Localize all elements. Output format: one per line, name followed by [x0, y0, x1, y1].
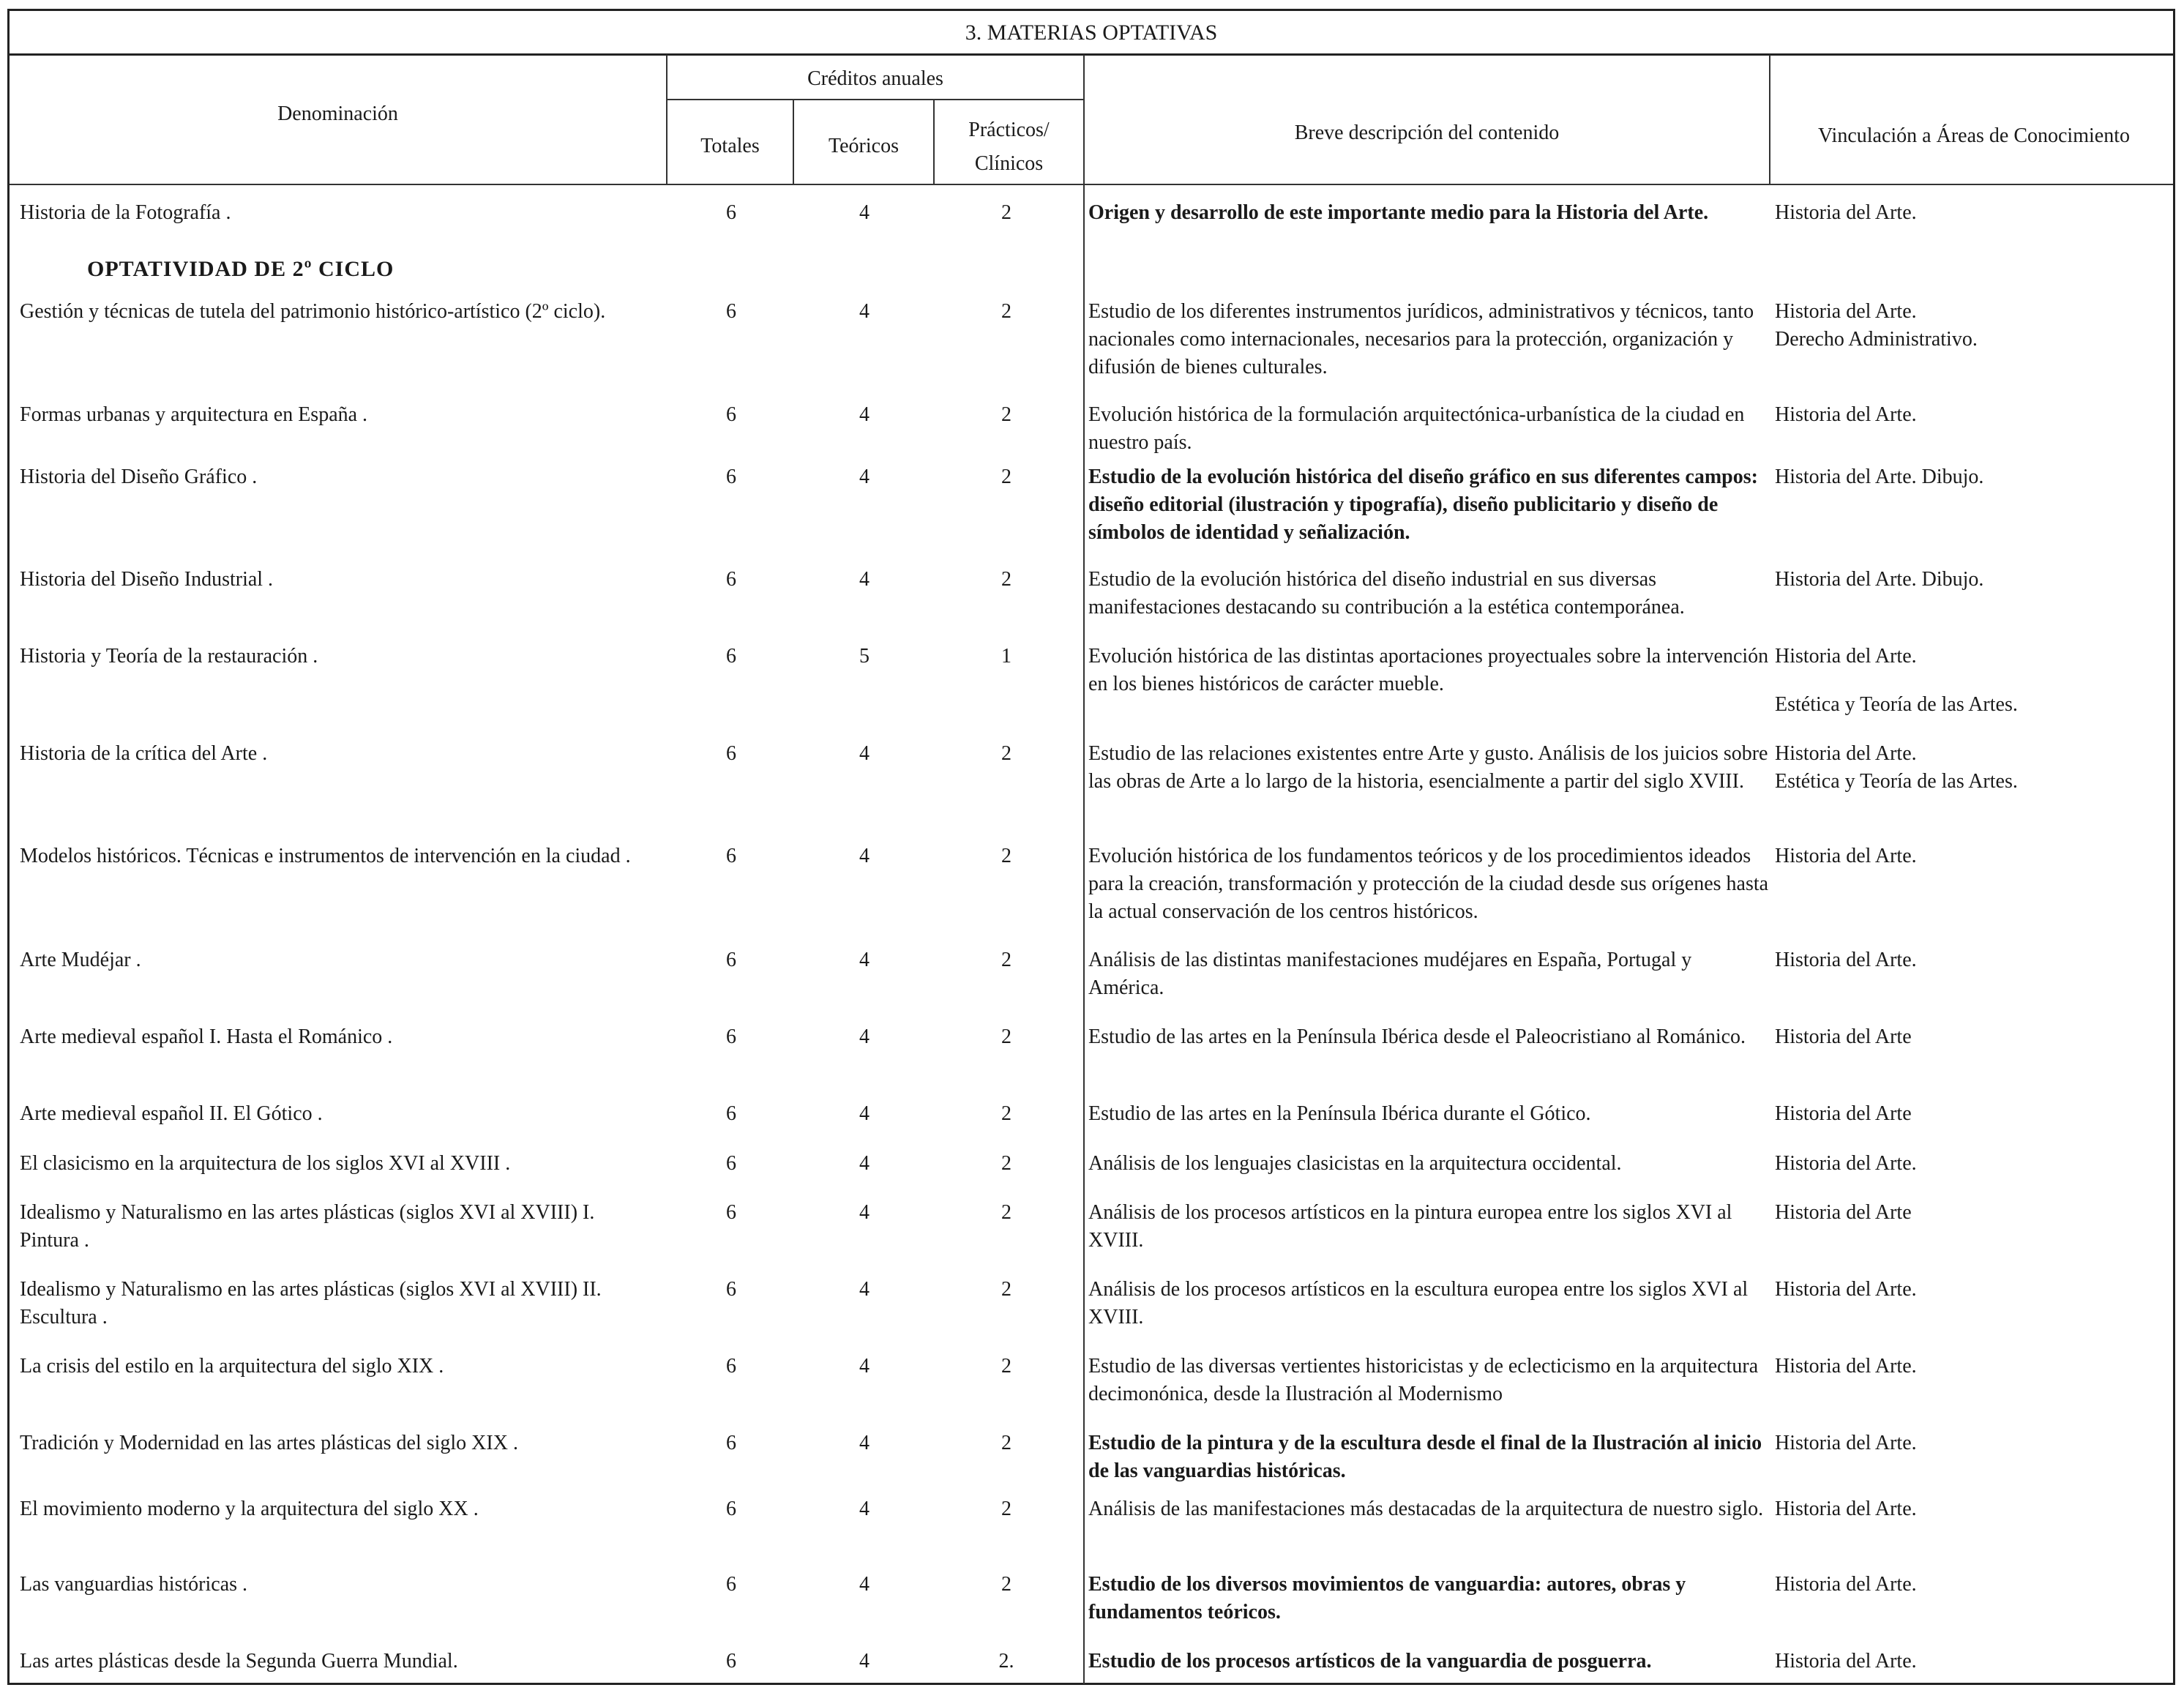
credits-theory: 4: [859, 1432, 870, 1454]
subject-name: Arte Mudéjar .: [20, 949, 141, 971]
content-description: Estudio de las artes en la Península Ibérica durante el Gótico.: [1088, 1102, 1591, 1125]
knowledge-area: [1775, 1571, 2170, 1599]
knowledge-area: [1775, 1429, 2170, 1457]
knowledge-area: [1775, 401, 2170, 429]
credits-practical: 2.: [998, 1650, 1014, 1673]
content-description: Estudio de las diversas vertientes historicistas y de eclecticismo en la arquitectura decimonónica, desde la Ilustración al Modernismo: [1088, 1355, 1759, 1405]
credits-practical: 2: [1001, 466, 1011, 488]
subject-name: El clasicismo en la arquitectura de los siglos XVI al XVIII .: [20, 1152, 511, 1175]
subject-name: Historia del Diseño Industrial .: [20, 568, 274, 591]
knowledge-area: [1775, 946, 2170, 974]
subject-name: Arte medieval español I. Hasta el Románico .: [20, 1025, 393, 1048]
credits-theory: 5: [859, 645, 870, 668]
knowledge-area-secondary: Estética y Teoría de las Artes.: [1775, 693, 2018, 716]
subject-name: Las vanguardias históricas .: [20, 1573, 248, 1596]
knowledge-area-primary: Historia del Arte. Dibujo.: [1775, 568, 1984, 591]
content-description: Análisis de los procesos artísticos en la escultura europea entre los siglos XVI al XVIII.: [1088, 1278, 1749, 1328]
credits-practical: 2: [1001, 1201, 1011, 1224]
subject-name: Historia de la crítica del Arte .: [20, 742, 268, 765]
credits-practical: 2: [1001, 1573, 1011, 1596]
knowledge-area: [1775, 298, 2170, 354]
knowledge-area-primary: Historia del Arte.: [1775, 1355, 1917, 1378]
credits-practical: 2: [1001, 568, 1011, 591]
credits-total: 6: [726, 568, 736, 591]
content-description: Estudio de los diferentes instrumentos jurídicos, administrativos y técnicos, tanto nacionales como internacionales, necesarios para la protección, organización y difusión de bienes culturales.: [1088, 300, 1754, 378]
content-description: Estudio de las relaciones existentes entre Arte y gusto. Análisis de los juicios sobre las obras de Arte a lo largo de la historia, esencialmente a partir del siglo XVIII.: [1088, 742, 1768, 793]
knowledge-area-secondary: Estética y Teoría de las Artes.: [1775, 770, 2018, 793]
knowledge-area-primary: Historia del Arte.: [1775, 300, 1917, 323]
credits-total: 6: [726, 1201, 736, 1224]
content-description: Origen y desarrollo de este importante medio para la Historia del Arte.: [1088, 201, 1709, 224]
credits-theory: 4: [859, 949, 870, 971]
credits-total: 6: [726, 1355, 736, 1378]
content-description: Estudio de la evolución histórica del diseño industrial en sus diversas manifestaciones destacando su contribución a la estética contemporánea.: [1088, 568, 1685, 618]
credits-practical: 2: [1001, 1498, 1011, 1520]
header-totales: Totales: [700, 135, 760, 157]
subject-name: Formas urbanas y arquitectura en España .: [20, 403, 368, 426]
subject-name: Historia de la Fotografía .: [20, 201, 231, 224]
credits-theory: 4: [859, 466, 870, 488]
credits-practical: 2: [1001, 1432, 1011, 1454]
credits-total: 6: [726, 403, 736, 426]
knowledge-area-primary: Historia del Arte.: [1775, 1650, 1917, 1673]
content-description: Análisis de los procesos artísticos en la pintura europea entre los siglos XVI al XVIII.: [1088, 1201, 1732, 1252]
header-vinculacion: Vinculación a Áreas de Conocimiento: [1818, 124, 2130, 147]
header-practicos-line1: Prácticos/: [968, 119, 1050, 141]
content-description: Evolución histórica de la formulación arquitectónica-urbanística de la ciudad en nuestro país.: [1088, 403, 1745, 454]
subject-name: La crisis del estilo en la arquitectura del siglo XIX .: [20, 1355, 444, 1378]
subject-name: Gestión y técnicas de tutela del patrimonio histórico-artístico (2º ciclo).: [20, 300, 606, 323]
credits-theory: 4: [859, 403, 870, 426]
credits-practical: 2: [1001, 1102, 1011, 1125]
credits-total: 6: [726, 1025, 736, 1048]
knowledge-area-primary: Historia del Arte.: [1775, 1432, 1917, 1454]
credits-theory: 4: [859, 742, 870, 765]
credits-practical: 2: [1001, 300, 1011, 323]
content-description: Estudio de la pintura y de la escultura desde el final de la Ilustración al inicio de las vanguardias históricas.: [1088, 1432, 1762, 1482]
knowledge-area: [1775, 643, 2170, 719]
knowledge-area-primary: Historia del Arte.: [1775, 1498, 1917, 1520]
credits-theory: 4: [859, 568, 870, 591]
subject-name: Las artes plásticas desde la Segunda Guerra Mundial.: [20, 1650, 458, 1673]
knowledge-area: [1775, 1150, 2170, 1178]
knowledge-area: [1775, 1199, 2170, 1227]
subject-name: Historia del Diseño Gráfico .: [20, 466, 258, 488]
credits-practical: 2: [1001, 1278, 1011, 1301]
content-description: Evolución histórica de las distintas aportaciones proyectuales sobre la intervención en los bienes históricos de carácter mueble.: [1088, 645, 1769, 695]
knowledge-area: [1775, 1495, 2170, 1523]
header-creditos: Créditos anuales: [807, 67, 943, 90]
table-body: [10, 11, 2173, 1683]
knowledge-area-primary: Historia del Arte.: [1775, 845, 1917, 867]
content-description: Análisis de las distintas manifestaciones mudéjares en España, Portugal y América.: [1088, 949, 1692, 999]
credits-total: 6: [726, 949, 736, 971]
credits-practical: 2: [1001, 845, 1011, 867]
knowledge-area: [1775, 463, 2170, 491]
credits-total: 6: [726, 1650, 736, 1673]
credits-theory: 4: [859, 845, 870, 867]
credits-practical: 2: [1001, 1025, 1011, 1048]
credits-theory: 4: [859, 1498, 870, 1520]
credits-theory: 4: [859, 1102, 870, 1125]
subject-name: Tradición y Modernidad en las artes plásticas del siglo XIX .: [20, 1432, 518, 1454]
credits-total: 6: [726, 1498, 736, 1520]
knowledge-area: [1775, 1353, 2170, 1380]
header-practicos-line2: Clínicos: [974, 152, 1044, 175]
credits-total: 6: [726, 845, 736, 867]
content-description: Estudio de la evolución histórica del diseño gráfico en sus diferentes campos: diseño editorial (ilustración y tipografía), diseño publicitario y diseño de símbolos de identidad y señalización.: [1088, 466, 1758, 544]
credits-total: 6: [726, 1278, 736, 1301]
section-heading: OPTATIVIDAD DE 2º CICLO: [87, 257, 394, 281]
credits-practical: 2: [1001, 403, 1011, 426]
knowledge-area: [1775, 740, 2170, 796]
knowledge-area-primary: Historia del Arte.: [1775, 1573, 1917, 1596]
knowledge-area: [1775, 1023, 2170, 1051]
credits-total: 6: [726, 645, 736, 668]
subject-name: El movimiento moderno y la arquitectura del siglo XX .: [20, 1498, 479, 1520]
credits-theory: 4: [859, 1152, 870, 1175]
credits-total: 6: [726, 742, 736, 765]
credits-total: 6: [726, 1152, 736, 1175]
credits-theory: 4: [859, 1201, 870, 1224]
knowledge-area-primary: Historia del Arte.: [1775, 645, 1917, 668]
credits-theory: 4: [859, 1650, 870, 1673]
knowledge-area-primary: Historia del Arte: [1775, 1102, 1912, 1125]
content-description: Estudio de las artes en la Península Ibérica desde el Paleocristiano al Románico.: [1088, 1025, 1746, 1048]
knowledge-area-primary: Historia del Arte.: [1775, 201, 1917, 224]
credits-theory: 4: [859, 1355, 870, 1378]
content-description: Evolución histórica de los fundamentos teóricos y de los procedimientos ideados para la creación, transformación y protección de la ciudad desde sus orígenes hasta la actual conservación de los centros históricos.: [1088, 845, 1769, 923]
knowledge-area: [1775, 1276, 2170, 1304]
subject-name: Modelos históricos. Técnicas e instrumentos de intervención en la ciudad .: [20, 845, 631, 867]
header-denominacion: Denominación: [277, 102, 398, 125]
subject-name: Idealismo y Naturalismo en las artes plásticas (siglos XVI al XVIII) I. Pintura .: [20, 1201, 595, 1252]
credits-practical: 1: [1001, 645, 1011, 668]
credits-total: 6: [726, 1432, 736, 1454]
credits-total: 6: [726, 300, 736, 323]
knowledge-area-primary: Historia del Arte. Dibujo.: [1775, 466, 1984, 488]
header-descripcion: Breve descripción del contenido: [1294, 122, 1560, 144]
credits-theory: 4: [859, 1025, 870, 1048]
knowledge-area-primary: Historia del Arte.: [1775, 1278, 1917, 1301]
knowledge-area-secondary: Derecho Administrativo.: [1775, 328, 1978, 351]
optional-subjects-table: [7, 9, 2175, 1685]
header-teoricos: Teóricos: [828, 135, 899, 157]
subject-name: Historia y Teoría de la restauración .: [20, 645, 318, 668]
subject-name: Idealismo y Naturalismo en las artes plásticas (siglos XVI al XVIII) II. Escultura .: [20, 1278, 602, 1328]
credits-total: 6: [726, 466, 736, 488]
credits-theory: 4: [859, 1278, 870, 1301]
credits-total: 6: [726, 201, 736, 224]
credits-theory: 4: [859, 201, 870, 224]
knowledge-area: [1775, 1100, 2170, 1128]
content-description: Estudio de los procesos artísticos de la vanguardia de posguerra.: [1088, 1650, 1652, 1673]
content-description: Estudio de los diversos movimientos de vanguardia: autores, obras y fundamentos teóricos.: [1088, 1573, 1686, 1623]
subject-name: Arte medieval español II. El Gótico .: [20, 1102, 323, 1125]
knowledge-area: [1775, 1648, 2170, 1675]
knowledge-area-primary: Historia del Arte.: [1775, 742, 1917, 765]
credits-total: 6: [726, 1573, 736, 1596]
knowledge-area-primary: Historia del Arte.: [1775, 403, 1917, 426]
credits-practical: 2: [1001, 949, 1011, 971]
table-title: 3. MATERIAS OPTATIVAS: [10, 11, 2173, 56]
credits-practical: 2: [1001, 742, 1011, 765]
knowledge-area-primary: Historia del Arte.: [1775, 949, 1917, 971]
credits-practical: 2: [1001, 201, 1011, 224]
knowledge-area-primary: Historia del Arte: [1775, 1025, 1912, 1048]
knowledge-area: [1775, 199, 2170, 227]
content-description: Análisis de los lenguajes clasicistas en la arquitectura occidental.: [1088, 1152, 1622, 1175]
credits-theory: 4: [859, 300, 870, 323]
content-description: Análisis de las manifestaciones más destacadas de la arquitectura de nuestro siglo.: [1088, 1498, 1764, 1520]
knowledge-area-primary: Historia del Arte.: [1775, 1152, 1917, 1175]
credits-total: 6: [726, 1102, 736, 1125]
credits-theory: 4: [859, 1573, 870, 1596]
knowledge-area-primary: Historia del Arte: [1775, 1201, 1912, 1224]
knowledge-area: [1775, 842, 2170, 870]
credits-practical: 2: [1001, 1152, 1011, 1175]
credits-practical: 2: [1001, 1355, 1011, 1378]
knowledge-area: [1775, 566, 2170, 594]
